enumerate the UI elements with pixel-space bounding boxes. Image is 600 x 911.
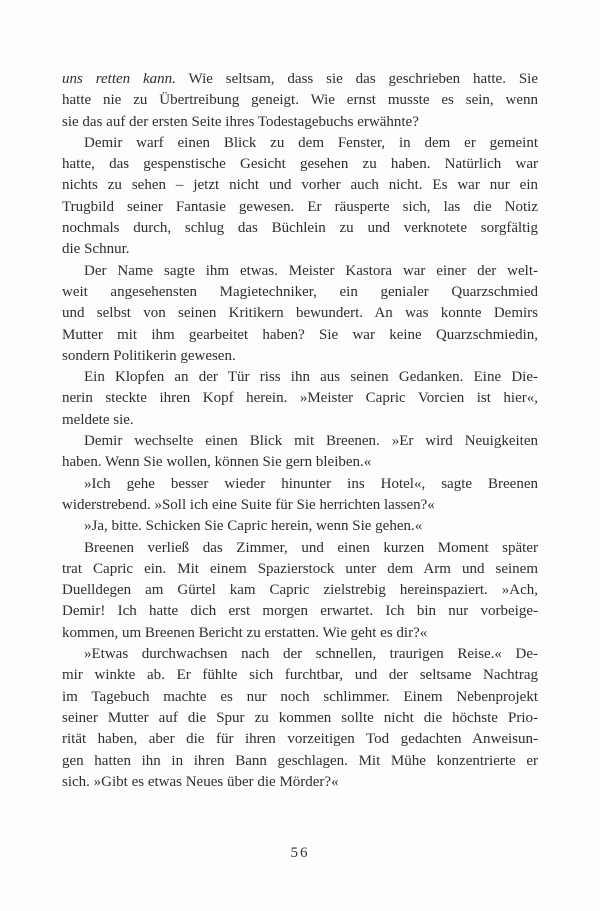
text-segment: hatte nie zu Übertreibung geneigt. Wie ernst musste es sein, wenn (62, 92, 538, 109)
text-segment: »Etwas durchwachsen nach der schnellen, traurigen Reise.« De- (84, 646, 538, 663)
text-segment: kommen, um Breenen Bericht zu erstatten. Wie geht es dir?« (62, 624, 428, 641)
text-line (62, 623, 538, 644)
italic-text-segment: uns retten kann. (62, 71, 176, 87)
paragraph (62, 474, 538, 517)
text-segment: mir winkte ab. Er fühlte sich furchtbar, und der seltsame Nachtrag (62, 667, 538, 684)
text-segment: rität haben, aber die für ihren vorzeitigen Tod gedachten Anweisun- (62, 731, 538, 748)
text-segment: trat Capric ein. Mit einem Spazierstock unter dem Arm und seinem (62, 560, 538, 577)
text-segment: Demir wechselte einen Blick mit Breenen. »Er wird Neuigkeiten (84, 433, 538, 450)
text-line (62, 687, 538, 708)
body-text (62, 69, 538, 793)
text-line (62, 431, 538, 452)
text-line (62, 154, 538, 175)
text-line (62, 452, 538, 473)
text-segment: nerin steckte ihren Kopf herein. »Meister Capric Vorcien ist hier«, (62, 390, 538, 407)
text-segment: seiner Mutter auf die Spur zu kommen sollte nicht die höchste Prio- (62, 709, 538, 726)
text-line (62, 112, 538, 133)
text-segment: Breenen verließ das Zimmer, und einen kurzen Moment später (84, 539, 538, 556)
text-segment: haben. Wenn Sie wollen, können Sie gern bleiben.« (62, 454, 372, 471)
text-segment: meldete sie. (62, 411, 134, 428)
text-line (62, 559, 538, 580)
text-segment: Demir warf einen Blick zu dem Fenster, in dem er gemeint (84, 134, 538, 151)
page-number: 56 (290, 845, 310, 861)
text-segment: »Ich gehe besser wieder hinunter ins Hotel«, sagte Breenen (84, 475, 538, 492)
text-segment: weit angesehensten Magietechniker, ein genialer Quarzschmied (62, 283, 538, 300)
text-line (62, 346, 538, 367)
text-line (62, 325, 538, 346)
text-segment: und selbst von seinen Kritikern bewundert. An was konnte Demirs (62, 305, 538, 322)
paragraph (62, 69, 538, 133)
text-segment: gen hatten ihn in ihren Bann geschlagen. Mit Mühe konzentrierte er (62, 752, 538, 769)
text-line (62, 601, 538, 622)
paragraph (62, 261, 538, 367)
text-line (62, 751, 538, 772)
text-segment: sie das auf der ersten Seite ihres Todestagebuchs erwähnte? (62, 113, 419, 130)
text-line (62, 474, 538, 495)
text-line (62, 90, 538, 111)
text-line (62, 495, 538, 516)
text-line (62, 644, 538, 665)
text-line (62, 708, 538, 729)
text-line (62, 69, 538, 90)
text-line (62, 729, 538, 750)
text-segment: nichts zu sehen – jetzt nicht und vorher auch nicht. Es war nur ein (62, 177, 538, 194)
paragraph (62, 367, 538, 431)
text-segment: die Schnur. (62, 241, 130, 258)
text-segment: Ein Klopfen an der Tür riss ihn aus seinen Gedanken. Eine Die- (84, 369, 538, 386)
paragraph (62, 644, 538, 793)
text-segment: widerstrebend. »Soll ich eine Suite für Sie herrichten lassen?« (62, 496, 435, 513)
text-line (62, 516, 538, 537)
text-segment: Demir! Ich hatte dich erst morgen erwartet. Ich bin nur vorbeige- (62, 603, 538, 620)
text-line (62, 580, 538, 601)
text-segment: sich. »Gibt es etwas Neues über die Mörder?« (62, 773, 339, 790)
text-line (62, 410, 538, 431)
text-line (62, 303, 538, 324)
text-segment: Mutter mit ihm gearbeitet haben? Sie war keine Quarzschmiedin, (62, 326, 538, 343)
text-segment: hatte, das gespenstische Gesicht gesehen zu haben. Natürlich war (62, 156, 538, 173)
text-segment: nochmals durch, schlug das Büchlein zu und verknotete sorgfältig (62, 220, 538, 237)
text-line (62, 772, 538, 793)
text-line (62, 538, 538, 559)
text-line (62, 133, 538, 154)
text-line (62, 197, 538, 218)
text-segment: Trugbild seiner Fantasie gewesen. Er räusperte sich, las die Notiz (62, 198, 538, 215)
text-line (62, 218, 538, 239)
text-line (62, 665, 538, 686)
paragraph (62, 431, 538, 474)
text-line (62, 367, 538, 388)
text-line (62, 175, 538, 196)
text-line (62, 261, 538, 282)
text-line (62, 388, 538, 409)
text-segment: Duelldegen am Gürtel kam Capric zielstrebig hereinspaziert. »Ach, (62, 582, 538, 599)
paragraph (62, 516, 538, 537)
text-line (62, 282, 538, 303)
paragraph (62, 133, 538, 261)
text-segment: »Ja, bitte. Schicken Sie Capric herein, wenn Sie gehen.« (84, 518, 423, 535)
paragraph (62, 538, 538, 644)
text-line (62, 239, 538, 260)
text-segment: Der Name sagte ihm etwas. Meister Kastora war einer der welt- (84, 262, 538, 279)
text-segment: Wie seltsam, dass sie das geschrieben hatte. Sie (175, 71, 538, 87)
text-segment: im Tagebuch machte es nur noch schlimmer. Einem Nebenprojekt (62, 688, 538, 705)
text-segment: sondern Politikerin gewesen. (62, 347, 236, 364)
